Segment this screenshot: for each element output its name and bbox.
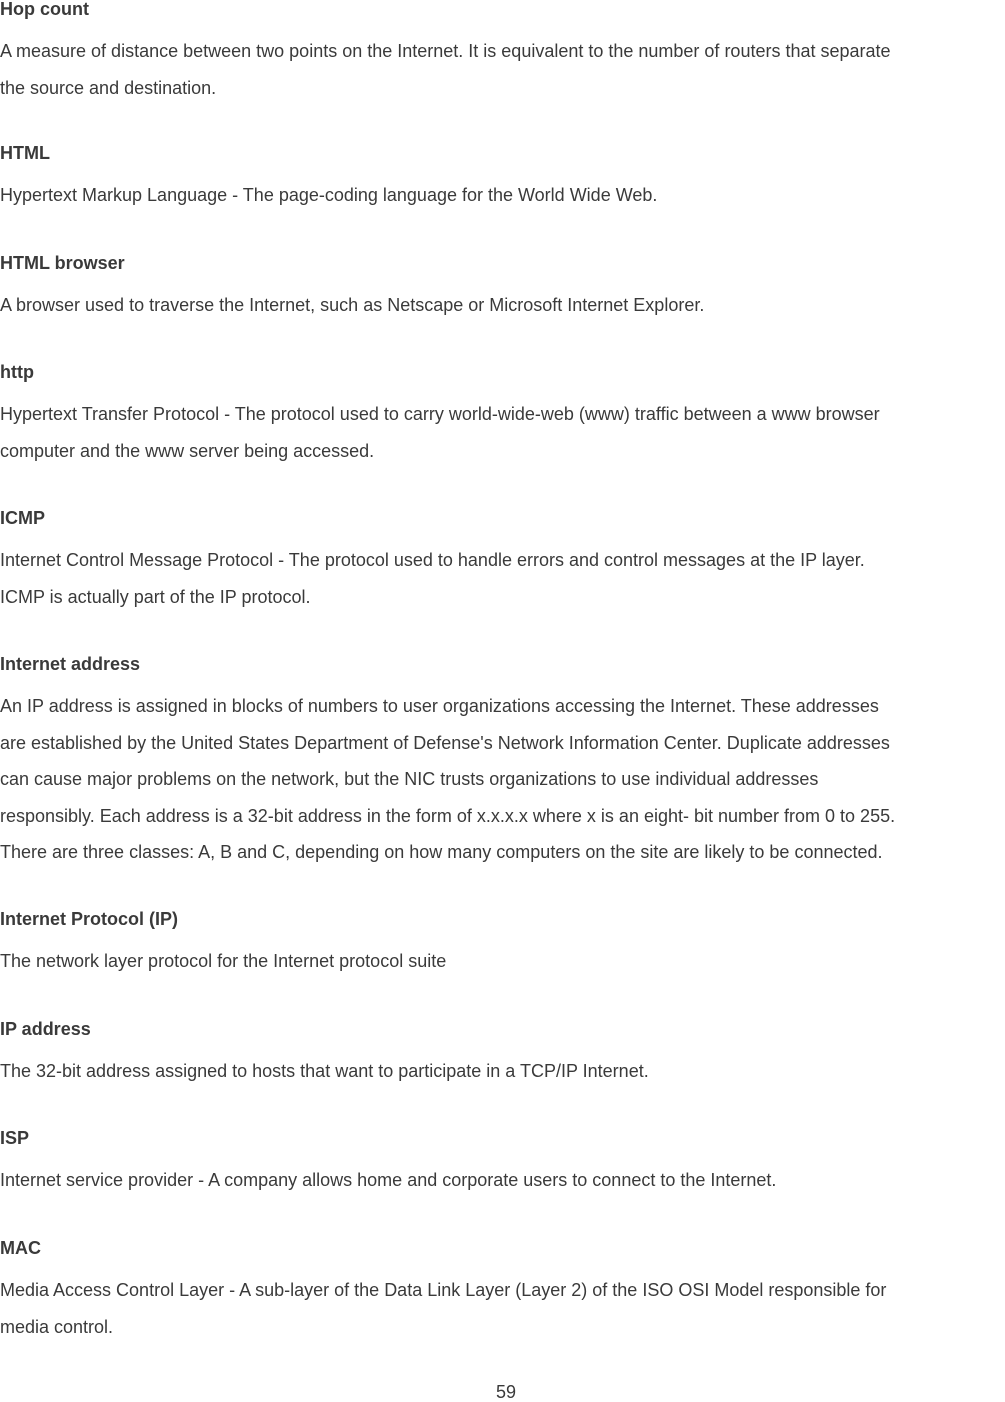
term-definition: [0, 943, 1005, 980]
glossary-entry-hop-count: [0, 0, 1005, 106]
term-heading: Hop count: [0, 0, 89, 19]
definition-line: Hypertext Markup Language - The page-coding language for the World Wide Web.: [0, 185, 658, 205]
definition-line: are established by the United States Department of Defense's Network Information Center. Duplicate addresses: [0, 732, 890, 753]
definition-line: A browser used to traverse the Internet, such as Netscape or Microsoft Internet Explorer.: [0, 295, 705, 315]
glossary-entry-html: [0, 144, 1005, 214]
term-definition: [0, 33, 1005, 106]
term-definition: [0, 542, 1005, 615]
glossary-entry-icmp: [0, 509, 1005, 615]
term-definition: [0, 688, 1005, 871]
definition-line: The 32-bit address assigned to hosts that want to participate in a TCP/IP Internet.: [0, 1061, 649, 1081]
definition-line: Internet Control Message Protocol - The protocol used to handle errors and control messages at the IP layer.: [0, 550, 865, 570]
term-definition: [0, 396, 1005, 469]
definition-line: A measure of distance between two points on the Internet. It is equivalent to the number of routers that separate: [0, 41, 891, 61]
term-heading: IP address: [0, 1019, 91, 1039]
glossary-entry-http: [0, 363, 1005, 469]
glossary-entry-internet-protocol: [0, 910, 1005, 980]
glossary-entry-internet-address: [0, 655, 1005, 871]
definition-line: can cause major problems on the network, but the NIC trusts organizations to use individual addresses: [0, 769, 819, 789]
definition-line: the source and destination.: [0, 77, 217, 98]
definition-line: media control.: [0, 1316, 114, 1337]
term-definition: [0, 1272, 1005, 1345]
term-definition: [0, 287, 1005, 324]
definition-line: There are three classes: A, B and C, depending on how many computers on the site are likely to be connected.: [0, 842, 883, 862]
glossary-entry-html-browser: [0, 254, 1005, 324]
definition-line: computer and the www server being accessed.: [0, 440, 375, 461]
definition-line: responsibly. Each address is a 32-bit address in the form of x.x.x.x where x is an eight- bit number from 0 to 255.: [0, 805, 896, 826]
term-heading: ISP: [0, 1128, 30, 1148]
glossary-entry-mac: [0, 1239, 1005, 1345]
definition-line: Hypertext Transfer Protocol - The protocol used to carry world-wide-web (www) traffic between a www browser: [0, 404, 880, 424]
definition-line: ICMP is actually part of the IP protocol.: [0, 586, 311, 607]
term-heading: Internet Protocol (IP): [0, 909, 179, 929]
term-heading: http: [0, 362, 34, 382]
glossary-entry-ip-address: [0, 1020, 1005, 1090]
definition-line: The network layer protocol for the Internet protocol suite: [0, 951, 447, 971]
definition-line: Media Access Control Layer - A sub-layer of the Data Link Layer (Layer 2) of the ISO OSI Model responsible for: [0, 1280, 887, 1300]
definition-line: Internet service provider - A company allows home and corporate users to connect to the Internet.: [0, 1170, 777, 1190]
definition-line: An IP address is assigned in blocks of numbers to user organizations accessing the Internet. These addresses: [0, 696, 879, 716]
term-heading: Internet address: [0, 654, 141, 674]
term-definition: [0, 1053, 1005, 1090]
page-number: 59: [495, 1382, 517, 1402]
glossary-entry-isp: [0, 1129, 1005, 1199]
term-heading: MAC: [0, 1238, 41, 1258]
term-definition: [0, 177, 1005, 214]
term-heading: HTML: [0, 143, 50, 163]
term-heading: ICMP: [0, 508, 45, 528]
term-heading: HTML browser: [0, 253, 125, 273]
term-definition: [0, 1162, 1005, 1199]
